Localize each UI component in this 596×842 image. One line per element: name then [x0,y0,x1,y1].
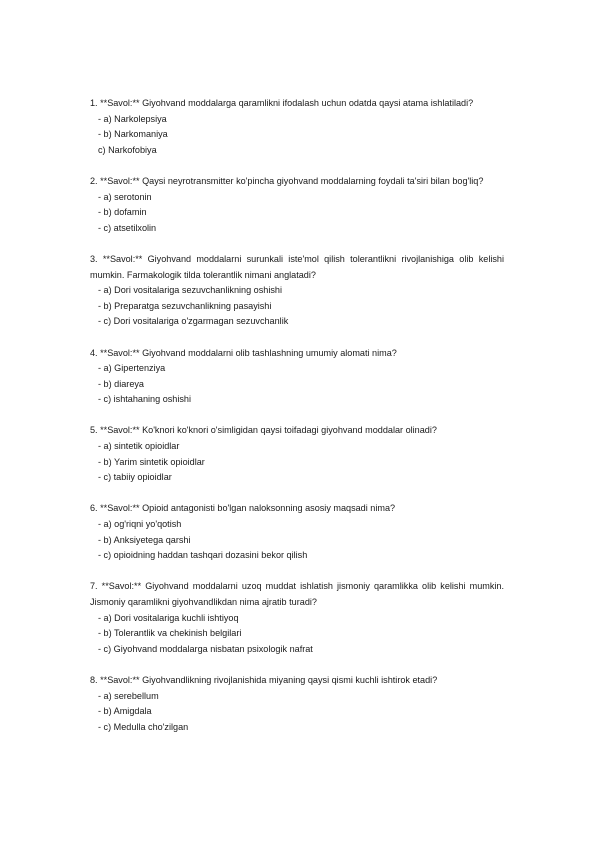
question-text: 2. **Savol:** Qaysi neyrotransmitter ko'pincha giyohvand moddalarning foydali ta'siri bilan bog'liq? [90,175,484,186]
answer-option-a: - a) Gipertenziya [98,363,166,374]
question-7 [90,579,504,657]
answer-option-a: - a) Narkolepsiya [98,113,167,124]
answer-option-a: - a) serebellum [98,690,159,701]
answer-option-c: - c) Medulla cho'zilgan [98,721,189,732]
question-2 [90,174,504,236]
answer-option-b: - b) Amigdala [98,706,152,717]
answer-option-c: - c) Dori vositalariga o'zgarmagan sezuvchanlik [98,316,289,327]
answer-option-c: c) Narkofobiya [98,144,157,155]
question-text: 8. **Savol:** Giyohvandlikning rivojlanishida miyaning qaysi qismi kuchli ishtirok etadi? [90,674,438,685]
question-4 [90,346,504,408]
answer-option-a: - a) og'riqni yo'qotish [98,519,182,530]
answer-option-c: - c) ishtahaning oshishi [98,394,192,405]
answer-option-c: - c) atsetilxolin [98,222,157,233]
answer-option-a: - a) sintetik opioidlar [98,441,180,452]
question-text: 5. **Savol:** Ko'knori ko'knori o'simligidan qaysi toifadagi giyohvand moddalar olinadi? [90,425,437,436]
answer-option-a: - a) Dori vositalariga sezuvchanlikning oshishi [98,285,282,296]
answer-option-a: - a) serotonin [98,191,152,202]
question-text: 1. **Savol:** Giyohvand moddalarga qaramlikni ifodalash uchun odatda qaysi atama ishlatiladi? [90,98,474,108]
document-page [90,96,504,751]
answer-option-a: - a) Dori vositalariga kuchli ishtiyoq [98,612,239,623]
question-8 [90,673,504,735]
answer-option-c: - c) Giyohvand moddalarga nisbatan psixologik nafrat [98,643,313,654]
question-1 [90,96,504,158]
question-text: 4. **Savol:** Giyohvand moddalarni olib tashlashning umumiy alomati nima? [90,347,397,358]
answer-option-b: - b) Preparatga sezuvchanlikning pasayishi [98,300,272,311]
answer-option-b: - b) Anksiyetega qarshi [98,534,191,545]
question-5 [90,423,504,485]
answer-option-b: - b) diareya [98,378,144,389]
answer-option-b: - b) dofamin [98,207,147,218]
question-3 [90,252,504,330]
answer-option-b: - b) Yarim sintetik opioidlar [98,456,205,467]
question-text: 3. **Savol:** Giyohvand moddalarni surunkali iste'mol qilish tolerantlikni rivojlanishiga olib kelishi mumkin. Farmakologik tilda tolerantlik nimani anglatadi? [90,253,504,280]
answer-option-b: - b) Tolerantlik va chekinish belgilari [98,628,242,639]
answer-option-c: - c) tabiiy opioidlar [98,472,172,483]
question-6 [90,501,504,563]
question-text: 6. **Savol:** Opioid antagonisti bo'lgan naloksonning asosiy maqsadi nima? [90,503,396,514]
answer-option-c: - c) opioidning haddan tashqari dozasini bekor qilish [98,550,308,561]
answer-option-b: - b) Narkomaniya [98,129,168,140]
question-text: 7. **Savol:** Giyohvand moddalarni uzoq muddat ishlatish jismoniy qaramlikka olib kelishi mumkin. Jismoniy qaramlikni giyohvandlikdan nima ajratib turadi? [90,581,504,607]
